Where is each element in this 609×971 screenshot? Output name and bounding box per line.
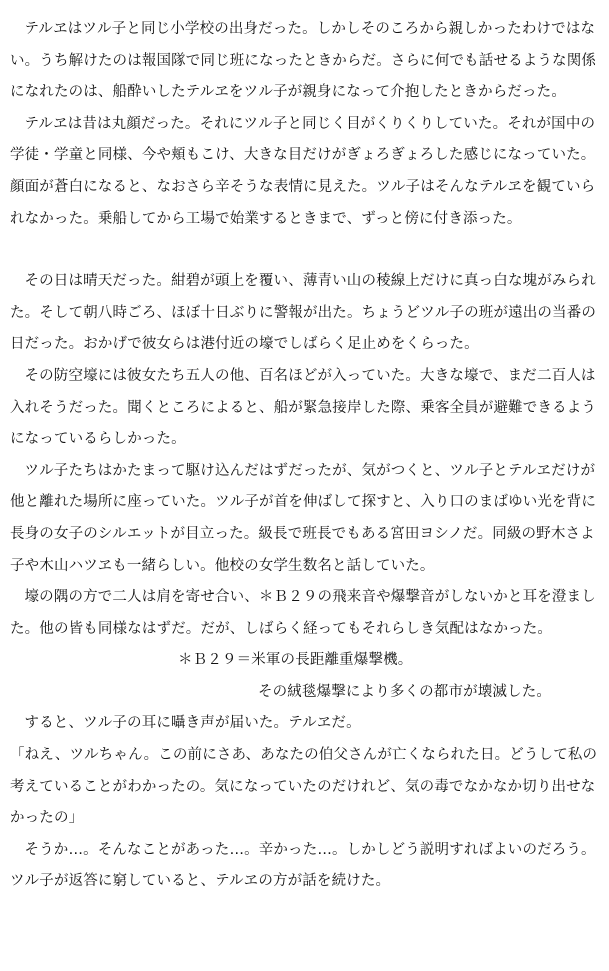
paragraph-6: 壕の隅の方で二人は肩を寄せ合い、＊Ｂ２９の飛来音や爆撃音がしないかと耳を澄ました。他の皆も同様なはずだ。だが、しばらく経ってもそれらしき気配はなかった。 [10, 589, 596, 637]
paragraph-3: その日は晴天だった。紺碧が頭上を覆い、薄青い山の稜線上だけに真っ白な塊がみられた。そして朝八時ごろ、ほぼ十日ぶりに警報が出た。ちょうどツル子の班が遠出の当番の日だった。おかげで彼女らは港付近の壕でしばらく足止めをくらった。 [10, 273, 596, 353]
paragraph-9: そうか…。そんなことがあった…。辛かった…。しかしどう説明すればよいのだろう。ツル子が返答に窮していると、テルヱの方が話を続けた。 [10, 841, 596, 890]
paragraph-2: テルヱは昔は丸顔だった。それにツル子と同じく目がくりくりしていた。それが国中の学徒・学童と同様、今や頬もこけ、大きな目だけがぎょろぎょろした感じになっていた。顔面が蒼白になると、なおさら辛そうな表情に見えた。ツル子はそんなテルヱを観ていられなかった。乗船してから工場で始業するときまで、ずっと傍に付き添った。 [10, 115, 596, 227]
footnote-line-1: ＊Ｂ２９＝米軍の長距離重爆撃機。 [178, 652, 413, 669]
paragraph-5: ツル子たちはかたまって駆け込んだはずだったが、気がつくと、ツル子とテルヱだけが他と離れた場所に座っていた。ツル子が首を伸ばして探すと、入り口のまばゆい光を背に長身の女子のシルエットが目立った。級長で班長でもある宮田ヨシノだ。同級の野木さよ子や木山ハツヱも一緒らしい。他校の女学生数名と話していた。 [10, 462, 596, 574]
paragraph-7: すると、ツル子の耳に囁き声が届いた。テルヱだ。 [24, 715, 361, 732]
footnote-line-2: その絨毯爆撃により多くの都市が壊滅した。 [258, 683, 551, 700]
paragraph-1: テルヱはツル子と同じ小学校の出身だった。しかしそのころから親しかったわけではない。うち解けたのは報国隊で同じ班になったときからだ。さらに何でも話せるような関係になれたのは、船酔いしたテルヱをツル子が親身になって介抱したときからだった。 [10, 21, 596, 101]
paragraph-4: その防空壕には彼女たち五人の他、百名ほどが入っていた。大きな壕で、まだ二百人は入れそうだった。聞くところによると、船が緊急接岸した際、乗客全員が避難できるようになっているらしかった。 [10, 367, 596, 448]
paragraph-8-dialogue: 「ねえ、ツルちゃん。この前にさあ、あなたの伯父さんが亡くなられた日。どうして私の考えていることがわかったの。気になっていたのだけれど、気の毒でなかなか切り出せなかったの」 [10, 747, 598, 827]
